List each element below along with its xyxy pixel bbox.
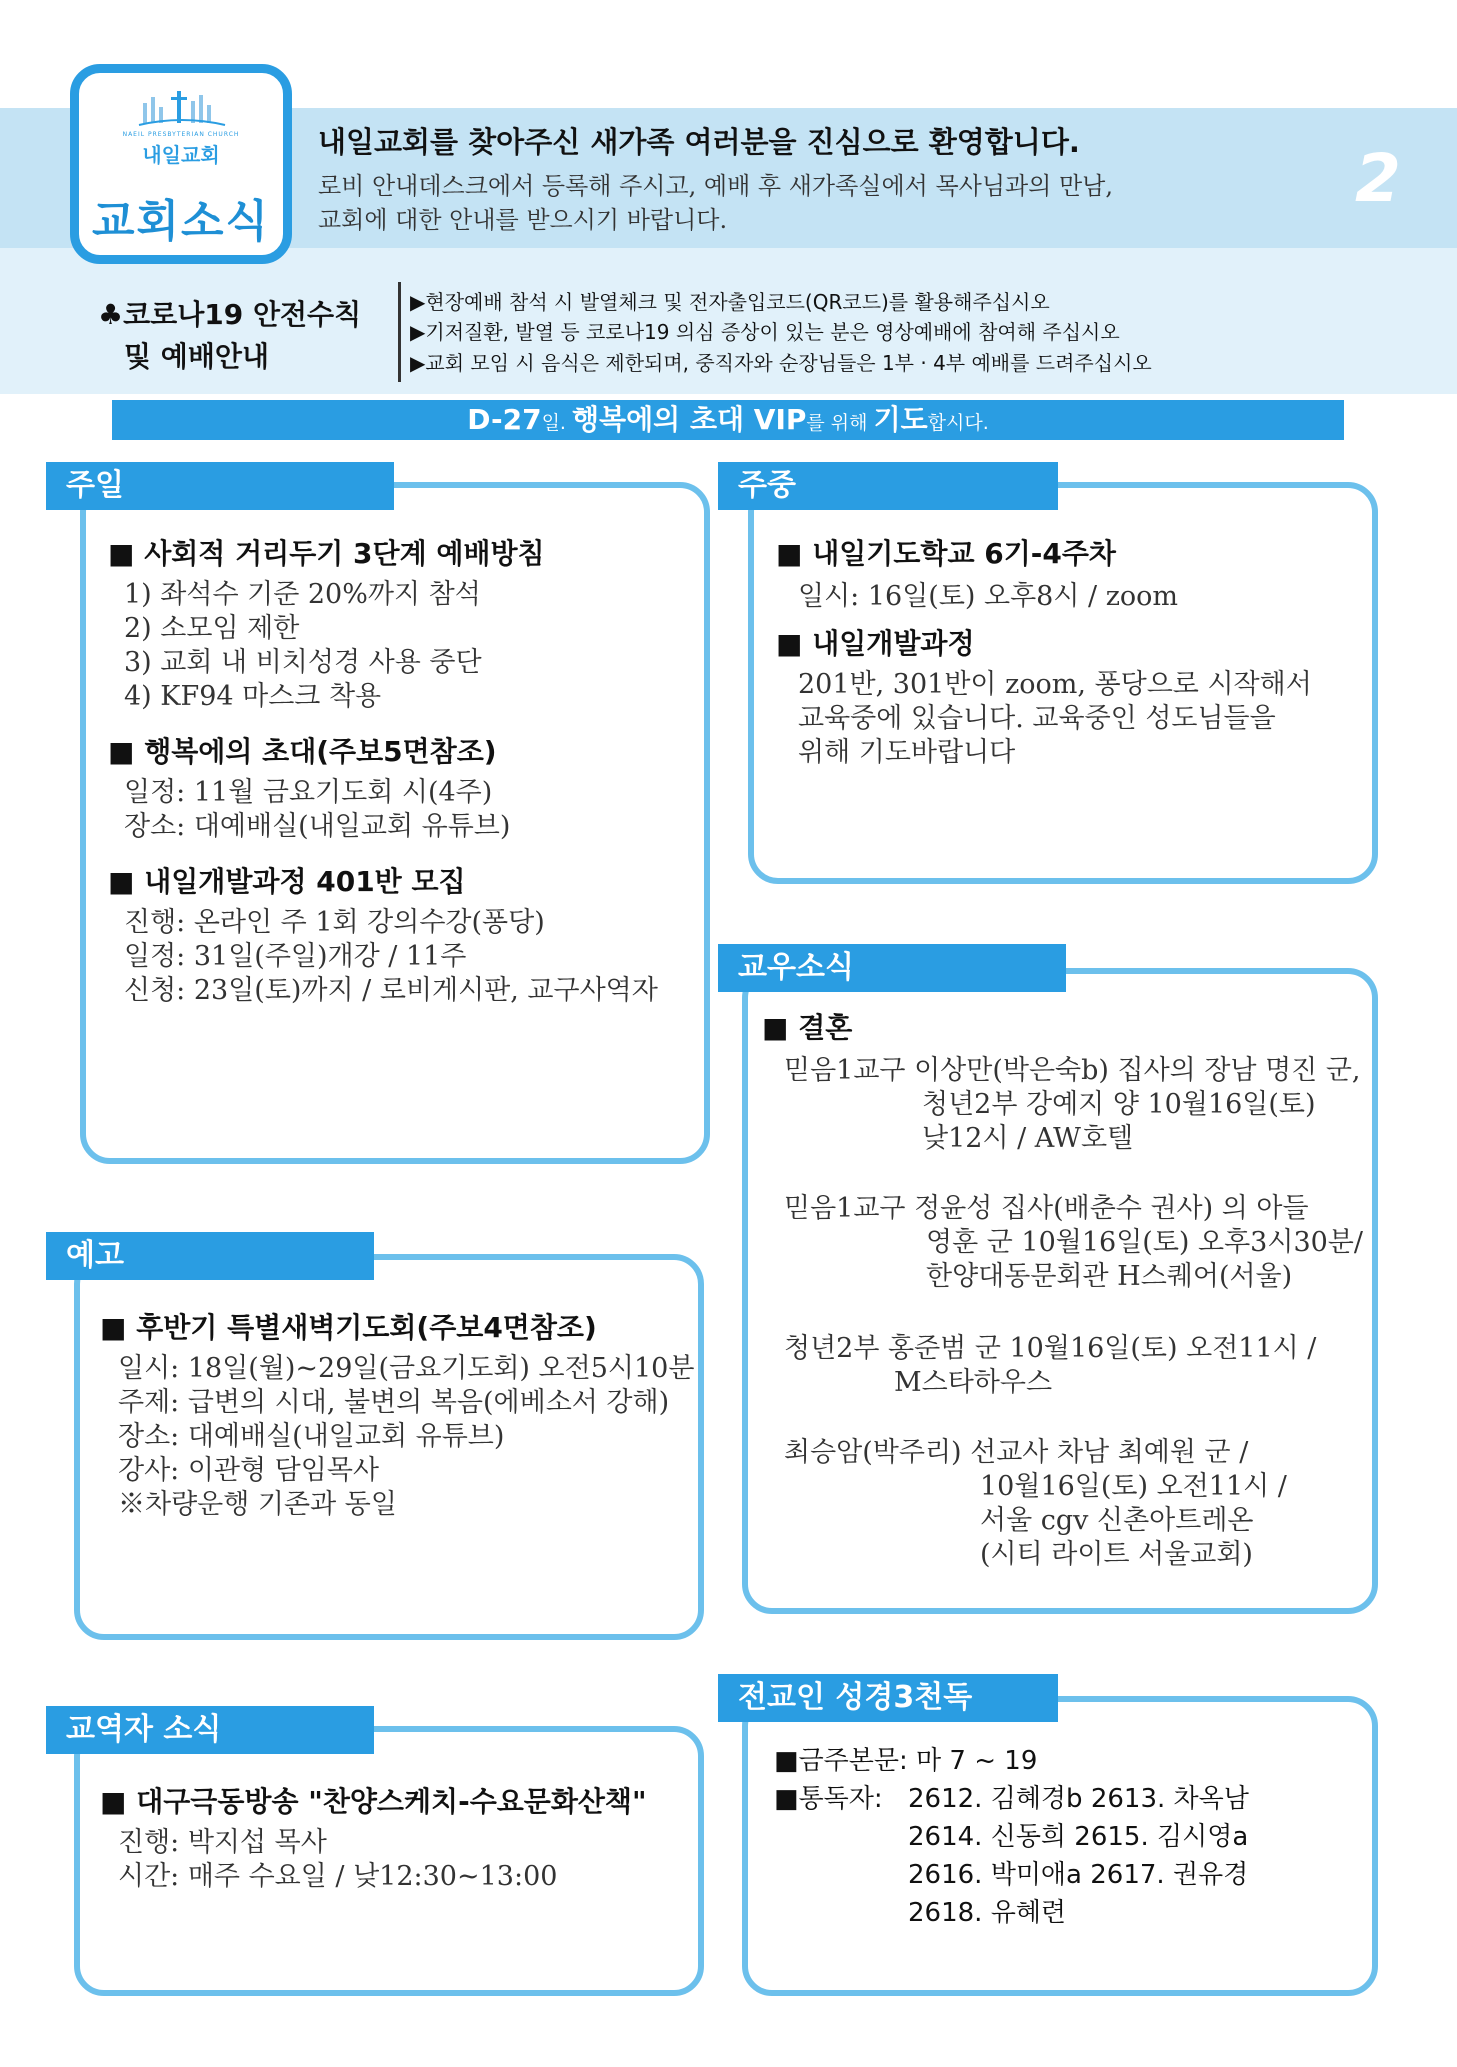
dday-banner: [112, 400, 1344, 440]
safety-item: ▶기저질환, 발열 등 코로나19 의심 증상이 있는 분은 영상예배에 참여해 주십시오: [410, 320, 1120, 344]
sunday-line: 일정: 11월 금요기도회 시(4주): [124, 777, 493, 808]
notice-line: 강사: 이관형 담임목사: [118, 1455, 379, 1486]
wedding-line: (시티 라이트 서울교회): [980, 1539, 1253, 1570]
sunday-line: 진행: 온라인 주 1회 강의수강(퐁당): [124, 907, 545, 938]
dday-text: 합시다.: [927, 412, 989, 434]
sunday-heading: ■ 내일개발과정 401반 모집: [108, 865, 466, 898]
page-number: 2: [1355, 140, 1401, 217]
sunday-line: 장소: 대예배실(내일교회 유튜브): [124, 811, 511, 842]
wedding-line: 서울 cgv 신촌아트레온: [980, 1505, 1254, 1536]
bible-reader-line: 2616. 박미애a 2617. 권유경: [908, 1860, 1249, 1890]
ministers-heading: ■ 대구극동방송 "찬양스케치-수요문화산책": [100, 1785, 647, 1818]
ministers-line: 시간: 매주 수요일 / 낮12:30~13:00: [118, 1861, 558, 1892]
church-logo-box: [70, 64, 292, 264]
notice-line: 장소: 대예배실(내일교회 유튜브): [118, 1421, 505, 1452]
ministers-label: 교역자 소식: [46, 1706, 374, 1754]
notice-heading: ■ 후반기 특별새벽기도회(주보4면참조): [100, 1311, 597, 1344]
members-label: 교우소식: [718, 944, 1066, 992]
wedding-line: 영훈 군 10월16일(토) 오후3시30분/: [926, 1227, 1363, 1258]
sunday-line: 신청: 23일(토)까지 / 로비게시판, 교구사역자: [124, 975, 658, 1006]
wedding-line: 청년2부 홍준범 군 10월16일(토) 오전11시 /: [784, 1333, 1317, 1364]
dday-count: D-27: [467, 403, 542, 436]
notice-line: 일시: 18일(월)~29일(금요기도회) 오전5시10분: [118, 1353, 695, 1384]
sunday-heading: ■ 행복에의 초대(주보5면참조): [108, 735, 497, 768]
section-title: 교회소식: [91, 196, 270, 247]
welcome-title: 내일교회를 찾아주신 새가족 여러분을 진심으로 환영합니다.: [318, 125, 1080, 159]
sunday-line: 3) 교회 내 비치성경 사용 중단: [124, 647, 482, 678]
logo-church-name: 내일교회: [142, 143, 220, 167]
bible-reader-line: 2612. 김혜경b 2613. 차옥남: [908, 1784, 1249, 1814]
notice-line: 주제: 급변의 시대, 불변의 복음(에베소서 강해): [118, 1387, 670, 1418]
divider: [398, 282, 401, 382]
sunday-line: 4) KF94 마스크 착용: [124, 681, 382, 712]
welcome-line: 교회에 대한 안내를 받으시기 바랍니다.: [318, 206, 728, 234]
weekday-line: 위해 기도바랍니다: [798, 737, 1016, 768]
sunday-line: 일정: 31일(주일)개강 / 11주: [124, 941, 467, 972]
weekday-label: 주중: [718, 462, 1058, 510]
wedding-line: 한양대동문회관 H스퀘어(서울): [926, 1261, 1293, 1292]
sunday-label: 주일: [46, 462, 394, 510]
safety-item: ▶현장예배 참석 시 발열체크 및 전자출입코드(QR코드)를 활용해주십시오: [410, 290, 1050, 314]
safety-item: ▶교회 모임 시 음식은 제한되며, 중직자와 순장님들은 1부 · 4부 예배를 드려주십시오: [410, 351, 1152, 375]
weekday-line: 일시: 16일(토) 오후8시 / zoom: [798, 581, 1179, 612]
wedding-line: 청년2부 강예지 양 10월16일(토): [922, 1089, 1316, 1120]
wedding-line: 믿음1교구 이상만(박은숙b) 집사의 장남 명진 군,: [784, 1055, 1361, 1086]
notice-label: 예고: [46, 1232, 374, 1280]
members-heading: ■ 결혼: [762, 1011, 853, 1044]
dday-event: 행복에의 초대 VIP: [572, 403, 807, 436]
bible-label: 전교인 성경3천독: [718, 1674, 1058, 1722]
bible-passage: ■금주본문: 마 7 ~ 19: [774, 1746, 1038, 1776]
safety-title-line: ♣코로나19 안전수칙: [98, 298, 362, 331]
weekday-line: 교육중에 있습니다. 교육중인 성도님들을: [798, 703, 1276, 734]
notice-line: ※차량운행 기존과 동일: [118, 1489, 397, 1520]
dday-prayer: 기도: [873, 403, 928, 436]
safety-title-line: 및 예배안내: [124, 340, 269, 373]
ministers-line: 진행: 박지섭 목사: [118, 1827, 327, 1858]
wedding-line: 10월16일(토) 오전11시 /: [980, 1471, 1287, 1502]
sunday-heading: ■ 사회적 거리두기 3단계 예배방침: [108, 537, 545, 570]
wedding-line: M스타하우스: [894, 1367, 1053, 1398]
weekday-line: 201반, 301반이 zoom, 퐁당으로 시작해서: [798, 669, 1312, 700]
safety-title: [98, 294, 361, 378]
wedding-line: 낮12시 / AW호텔: [922, 1123, 1134, 1154]
dday-text: 일.: [541, 412, 572, 434]
bible-reader-line: 2614. 신동희 2615. 김시영a: [908, 1822, 1249, 1852]
sunday-line: 1) 좌석수 기준 20%까지 참석: [124, 579, 481, 610]
dday-text: 를 위해: [806, 412, 874, 434]
wedding-line: 믿음1교구 정윤성 집사(배춘수 권사) 의 아들: [784, 1193, 1309, 1224]
weekday-heading: ■ 내일개발과정: [776, 627, 975, 660]
logo-subtitle: NAEIL PRESBYTERIAN CHURCH: [122, 131, 240, 138]
church-logo-icon: [137, 89, 227, 129]
weekday-heading: ■ 내일기도학교 6기-4주차: [776, 537, 1116, 570]
wedding-line: 최승암(박주리) 선교사 차남 최예원 군 /: [784, 1437, 1249, 1468]
welcome-line: 로비 안내데스크에서 등록해 주시고, 예배 후 새가족실에서 목사님과의 만남,: [318, 172, 1113, 200]
bible-readers-label: ■통독자:: [774, 1784, 883, 1814]
sunday-line: 2) 소모임 제한: [124, 613, 300, 644]
bible-reader-line: 2618. 유혜련: [908, 1898, 1067, 1928]
